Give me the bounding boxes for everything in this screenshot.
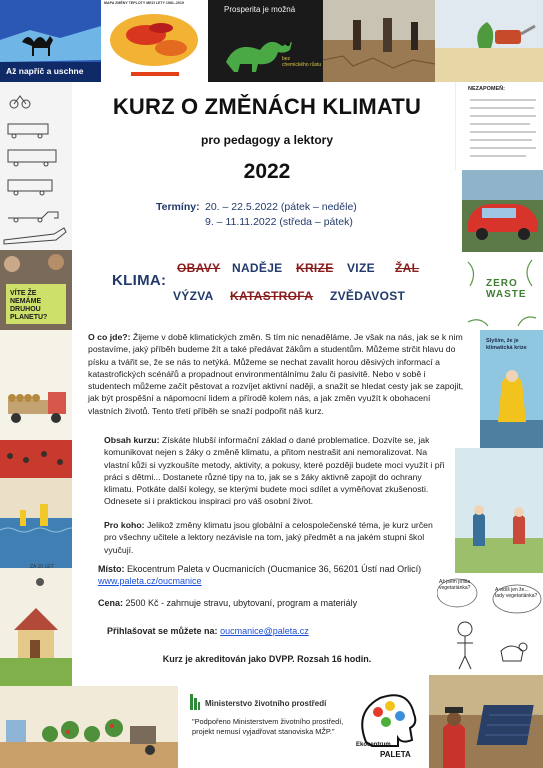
term-2: 9. – 11.11.2022 (středa – pátek) [205,216,353,228]
reminder-title: NEZAPOMEŇ: [468,86,505,92]
checklist-lines [456,82,543,170]
word-vize: VIZE [347,261,375,275]
zero-waste-text: ZERO WASTE [486,278,527,300]
price-text: 2500 Kč - zahrnuje stravu, ubytovaní, program a materiály [123,598,358,608]
audience-label: Pro koho: [104,520,145,530]
content-paragraph [104,434,454,508]
ministry-logo-icon [190,694,200,710]
garden-illustration [0,686,178,768]
price-paragraph [98,597,448,609]
signup-paragraph [107,625,437,637]
house-illustration [0,568,72,686]
content-label: Obsah kurzu: [104,435,160,445]
paleta-logo-top: Ekocentrum [356,742,391,748]
image-prosperity-poster [208,0,323,82]
image-garden-activity [0,686,178,768]
chart-caption: MAPA ZMĚNY TEPLOTY MEZI LETY 1981–2019 [104,1,184,5]
terms-label: Termíny: [156,201,200,213]
image-reminder-notes [455,82,543,170]
map-caption: Až napříč a uschne [6,66,84,76]
paleta-logo [352,678,424,764]
place-text: Ekocentrum Paleta v Oucmanicích (Oucmanice 36, 56201 Ústí nad Orlicí) [124,564,422,574]
ministry-quote: "Podpořeno Ministerstvem životního prostředí, projekt nemusí vyjadřovat stanoviska MŽP." [192,717,344,737]
page-subtitle: pro pedagogy a lektory [200,133,334,147]
signup-label: Přihlašovat se můžete na: [107,626,218,636]
image-watering-plant [435,0,543,82]
word-zvedavost: ZVĚDAVOST [330,289,406,303]
image-drought-people [323,0,435,82]
image-cartoon-science [455,448,543,573]
ministry-name: Ministerstvo životního prostředí [205,699,327,708]
audience-paragraph [104,519,436,556]
image-camel-map [0,0,101,82]
image-transport-comparison [0,82,72,250]
drought-photo [323,0,435,82]
place-label: Místo: [98,564,125,574]
word-vyzva: VÝZVA [173,289,214,303]
book-title: Slyším, že je klimatická krize [486,338,527,351]
content-text: Získáte hlubší informační základ o dané problematice. Dozvíte se, jak komunikovat nejen s žáky o změně klimatu, a přitom nestrašit ani nemoralizovat. Na vlastní kůži si vyzkoušíte metody, aktivity, a pokusy, které později budete moci využít i při práci s dětmi... Dostanete různé tipy na to, jak se s žáky aktivně zapojit do ochrany klimatu. Potkáte další kolegy, se kterými budete moci sdílet a vyměňovat zkušenosti. Odnesete si i praktickou inspiraci pro váš osobní život. [104,435,445,507]
solar-photo [429,675,543,768]
cartoon-illustration [455,448,543,573]
audience-text: Jelikož změny klimatu jsou globální a celospolečenské téma, je kurz určen pro všechny učitele a lektory nezávisle na tom, jaký předmět a na jakém stupni škol vyučují. [104,520,433,555]
about-paragraph [88,331,464,417]
image-protest-sign [0,250,72,330]
poster-title: Prosperita je možná [224,5,296,14]
about-label: O co jde?: [88,332,131,342]
paleta-logo-bottom: PALETA [380,750,411,759]
accreditation-note: Kurz je akreditován jako DVPP. Rozsah 16 hodin. [162,654,372,664]
word-nadeje: NADĚJE [232,261,283,275]
place-paragraph [98,563,448,588]
flood-sign-text: ZA 10 LET [30,564,54,568]
word-katastrofa: KATASTROFA [230,289,314,303]
image-flood-children [0,478,72,568]
image-solar-woman [429,675,543,768]
page-title: KURZ O ZMĚNÁCH KLIMATU [112,94,422,119]
image-temperature-map [101,0,208,82]
truck-illustration [0,330,72,478]
cartoon-question-2: A vidíš jen že... tady vegetariánka? [495,587,538,599]
image-zero-waste [462,252,543,330]
word-krize: KRIZE [296,261,334,275]
term-1: 20. – 22.5.2022 (pátek – neděle) [205,201,357,213]
car-photo [462,170,543,252]
signup-email[interactable]: oucmanice@paleta.cz [220,626,309,636]
poster-subtitle: bez chemického růstu [282,56,322,68]
flood-illustration [0,478,72,568]
place-link[interactable]: www.paleta.cz/oucmanice [98,576,202,587]
price-label: Cena: [98,598,124,608]
cartoon-question-1: Až jsem přišla vegetariánka? [439,579,471,591]
image-logging-truck [0,330,72,478]
plant-illustration [435,0,543,82]
word-zal: ŽAL [395,261,420,275]
page-year: 2022 [243,160,291,183]
image-red-car [462,170,543,252]
protest-sign-text: VÍTE ŽE NEMÁME DRUHOU PLANETU? [10,290,48,321]
klima-label: KLIMA: [112,272,167,289]
word-obavy: OBAVY [177,261,221,275]
about-text: Žijeme v době klimatických změn. S tím nic nenaděláme. Je však na nás, jak se k nim postavíme, jaký příběh budeme žít a také předávat žákům a studentům. Můžeme strčit hlavu do písku a tvářit se, že se nás to netýká. Můžeme se nechat zavalit horou děsivých informací a katastrofických scénářů a propadnout environmentálnímu žalu či pasivitě. Nebo v sobě i studentech můžeme začít pěstovat a rozvíjet aktivní naději, a snažit se hledat cesty jak se zapojit, jak být prospěšní a nápomocní lidem a přírodě kolem nás, a jak změn využít k obohacení vlastních životů. Tento třetí příběh se snaží podpořit náš kurz. [88,332,464,416]
image-book-cover [480,330,543,448]
vehicles-illustration [0,82,72,250]
globe-heatmap [101,0,208,82]
image-flooded-house [0,568,72,686]
